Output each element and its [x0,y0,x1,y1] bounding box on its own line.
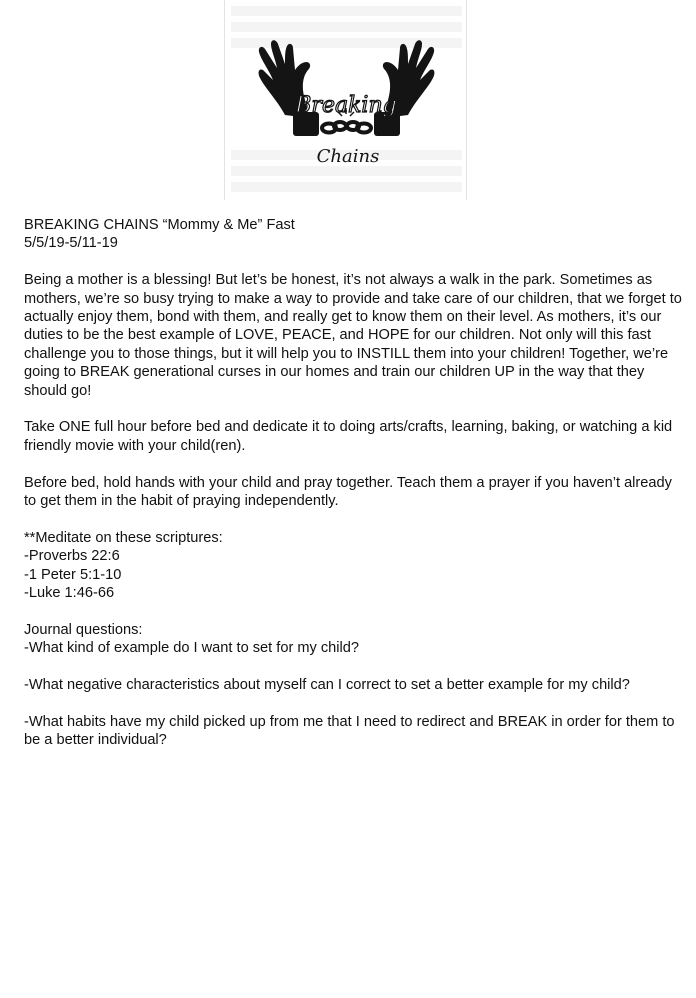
svg-text:Chains: Chains [316,146,380,167]
breaking-chains-logo [224,0,467,200]
journal-heading: Journal questions: [24,621,143,638]
journal-question: -What habits have my child picked up from me that I need to redirect and BREAK in order for them to be a better individual? [24,713,675,749]
header-block [24,216,688,253]
hands-chains-icon [225,0,468,200]
scriptures-block [24,529,688,603]
instruction-prayer: Before bed, hold hands with your child and pray together. Teach them a prayer if you haven’t already to get them in the habit of praying independently. [24,474,672,510]
journal-block [24,621,688,658]
doc-dates: 5/5/19-5/11-19 [24,235,118,252]
intro-paragraph: Being a mother is a blessing! But let’s be honest, it’s not always a walk in the park. Sometimes as mothers, we’re so busy trying to make a way to provide and take care of our children, that we forget to actually enjoy them, bond with them, and really get to know them on their level. As mothers, it’s our duties to be the best example of LOVE, PEACE, and HOPE for our children. Not only will this fast challenge you to those things, but it will help you to INSTILL them into your children! Together, we’re going to BREAK generational curses in our homes and train our children UP in the way that they should go! [24,272,682,399]
instruction-hour: Take ONE full hour before bed and dedicate it to doing arts/crafts, learning, baking, or watching a kid friendly movie with your child(ren). [24,419,673,454]
svg-text:Breaking: Breaking [295,93,397,118]
doc-title: BREAKING CHAINS “Mommy & Me” Fast [24,217,295,233]
scripture-item: -Proverbs 22:6 [24,548,120,565]
scriptures-heading: **Meditate on these scriptures: [24,529,223,546]
scripture-item: -Luke 1:46-66 [24,585,115,602]
journal-question: -What negative characteristics about myself can I correct to set a better example for my child? [24,677,630,694]
journal-question: -What kind of example do I want to set for my child? [24,640,359,657]
scripture-item: -1 Peter 5:1-10 [24,566,122,583]
fast-document [24,216,688,768]
